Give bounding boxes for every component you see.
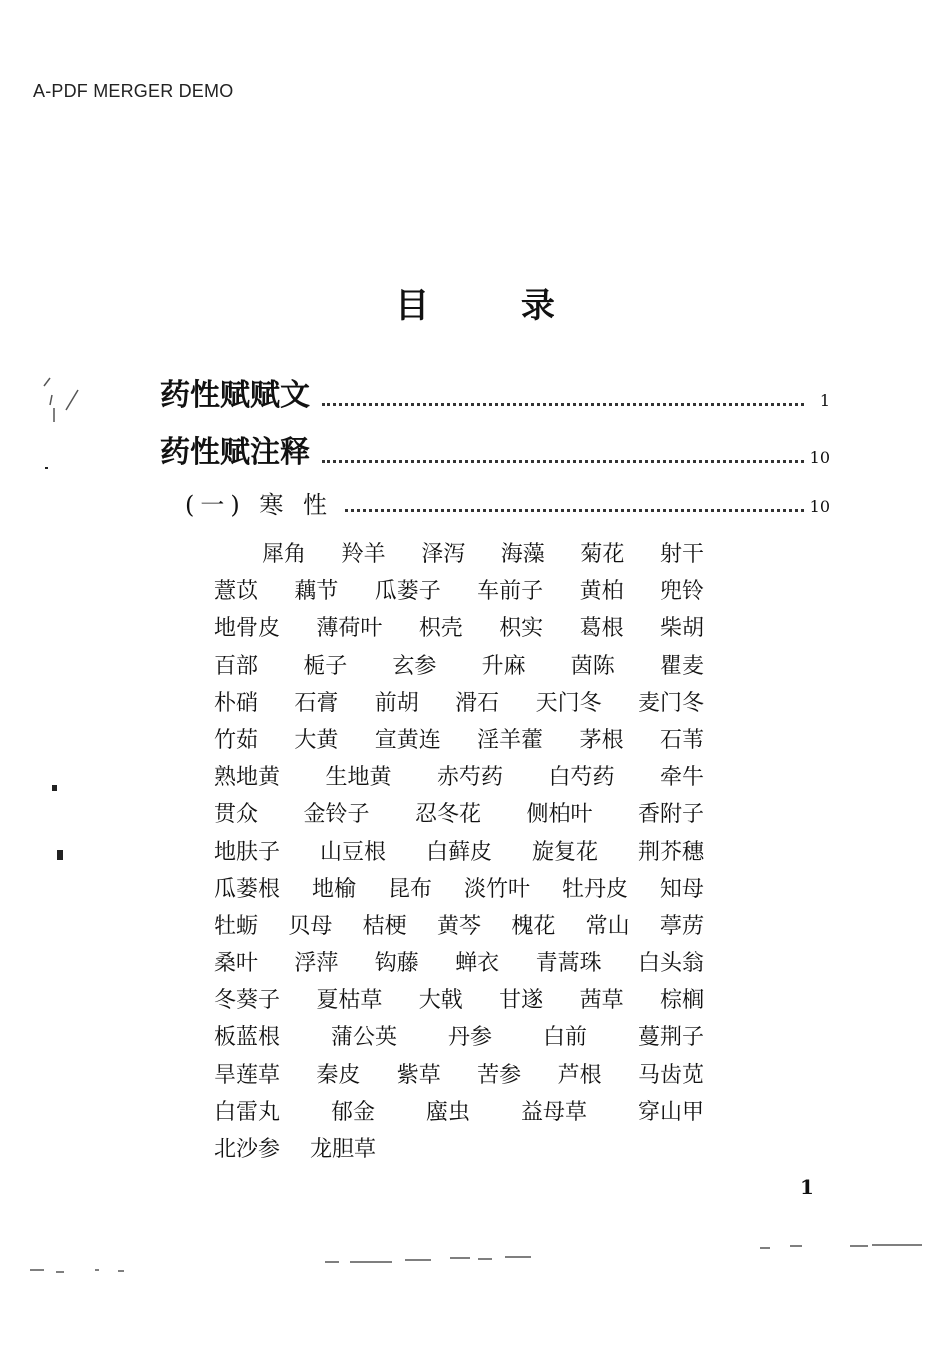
herb-name: 板蓝根 bbox=[214, 1025, 281, 1051]
herb-name: 牡丹皮 bbox=[561, 876, 628, 902]
herb-row bbox=[214, 1019, 704, 1056]
herb-name: 黄柏 bbox=[579, 579, 624, 605]
herb-name: 槐花 bbox=[511, 913, 556, 939]
herb-row bbox=[214, 1131, 704, 1168]
herb-name: 贯众 bbox=[214, 802, 259, 828]
herb-name: 旱莲草 bbox=[214, 1062, 281, 1088]
herb-row bbox=[214, 834, 704, 871]
herb-name: 䗪虫 bbox=[425, 1099, 470, 1125]
leader-dots bbox=[322, 458, 804, 463]
herb-name: 白头翁 bbox=[637, 951, 704, 977]
scan-speck bbox=[325, 1257, 531, 1262]
herb-name: 北沙参 bbox=[214, 1137, 281, 1162]
herb-row bbox=[214, 685, 704, 722]
herb-name: 宣黄连 bbox=[374, 727, 441, 753]
herb-name: 瞿麦 bbox=[659, 653, 704, 679]
herb-name: 地肤子 bbox=[214, 839, 281, 865]
toc-entry-page: 1 bbox=[819, 391, 830, 410]
herb-name: 兜铃 bbox=[659, 579, 704, 605]
scan-speck bbox=[30, 1270, 124, 1272]
herb-name: 大戟 bbox=[418, 988, 463, 1014]
toc-subsection-label: (一) 寒 性 bbox=[185, 491, 333, 519]
herb-name: 蒲公英 bbox=[330, 1025, 397, 1051]
herb-name: 钩藤 bbox=[374, 951, 419, 977]
herb-name: 郁金 bbox=[330, 1099, 375, 1125]
herb-name: 熟地黄 bbox=[214, 765, 281, 791]
herb-name: 丹参 bbox=[447, 1025, 492, 1051]
herb-name: 柴胡 bbox=[659, 616, 704, 642]
herb-name: 冬葵子 bbox=[214, 988, 281, 1014]
herb-name: 忍冬花 bbox=[414, 802, 481, 828]
herb-name: 夏枯草 bbox=[316, 988, 383, 1014]
herb-name: 百部 bbox=[214, 653, 259, 679]
herb-row bbox=[214, 1057, 704, 1094]
herb-name: 茅根 bbox=[579, 727, 624, 753]
herb-name: 海藻 bbox=[500, 542, 545, 567]
herb-name: 茵陈 bbox=[570, 653, 615, 679]
herb-row bbox=[214, 945, 704, 982]
herb-name: 苦参 bbox=[477, 1062, 522, 1088]
herb-name: 蔓荆子 bbox=[637, 1025, 704, 1051]
herb-row bbox=[214, 908, 704, 945]
herb-row bbox=[214, 759, 704, 796]
title-char-2: 录 bbox=[520, 286, 555, 326]
herb-row bbox=[214, 796, 704, 833]
scan-speck bbox=[57, 850, 63, 860]
herb-name: 山豆根 bbox=[319, 839, 386, 865]
herb-name: 射干 bbox=[659, 542, 704, 567]
herb-name: 枳实 bbox=[499, 616, 544, 642]
toc-subsection[interactable] bbox=[185, 485, 830, 520]
herb-name: 泽泻 bbox=[421, 542, 466, 567]
herb-name: 地榆 bbox=[311, 876, 356, 902]
herb-name: 车前子 bbox=[477, 579, 544, 605]
herb-name: 昆布 bbox=[387, 876, 432, 902]
herb-name: 前胡 bbox=[374, 690, 419, 716]
herb-name: 葶苈 bbox=[659, 913, 704, 939]
scan-speck bbox=[44, 378, 78, 422]
herb-name: 石苇 bbox=[659, 727, 704, 753]
title-char-1: 目 bbox=[395, 286, 430, 326]
toc-entry-page: 10 bbox=[809, 448, 830, 467]
herb-name: 薄荷叶 bbox=[316, 616, 383, 642]
herb-name: 常山 bbox=[585, 913, 630, 939]
herb-row bbox=[214, 722, 704, 759]
toc-entry-1[interactable] bbox=[160, 370, 830, 414]
herb-name: 棕榈 bbox=[659, 988, 704, 1014]
herb-row bbox=[214, 573, 704, 610]
herb-name: 麦门冬 bbox=[637, 690, 704, 716]
toc-entry-label: 药性赋注释 bbox=[160, 435, 310, 470]
herb-name: 赤芍药 bbox=[436, 765, 503, 791]
herb-name: 地骨皮 bbox=[214, 616, 281, 642]
herb-name: 羚羊 bbox=[341, 542, 386, 567]
herb-name: 蝉衣 bbox=[455, 951, 500, 977]
herb-name: 桑叶 bbox=[214, 951, 259, 977]
herb-name: 侧柏叶 bbox=[526, 802, 593, 828]
herb-name: 大黄 bbox=[294, 727, 339, 753]
herb-name: 白雷丸 bbox=[214, 1099, 281, 1125]
herb-row bbox=[214, 610, 704, 647]
herb-row bbox=[214, 871, 704, 908]
herb-name: 牡蛎 bbox=[214, 913, 259, 939]
herb-name: 瓜蒌根 bbox=[214, 876, 281, 902]
herb-row bbox=[214, 536, 704, 573]
herb-name: 浮萍 bbox=[294, 951, 339, 977]
herb-name: 龙胆草 bbox=[310, 1137, 377, 1162]
herb-name: 葛根 bbox=[579, 616, 624, 642]
herb-name: 朴硝 bbox=[214, 690, 259, 716]
herb-name: 青蒿珠 bbox=[535, 951, 602, 977]
herb-name: 天门冬 bbox=[535, 690, 602, 716]
herb-name: 甘遂 bbox=[499, 988, 544, 1014]
herb-name: 淫羊藿 bbox=[477, 727, 544, 753]
herb-row bbox=[214, 648, 704, 685]
herb-name: 滑石 bbox=[455, 690, 500, 716]
leader-dots bbox=[345, 507, 804, 512]
page-number: 1 bbox=[800, 1175, 814, 1199]
herb-name: 竹茹 bbox=[214, 727, 259, 753]
herb-name: 香附子 bbox=[637, 802, 704, 828]
herb-name: 升麻 bbox=[481, 653, 526, 679]
toc-entry-label: 药性赋赋文 bbox=[160, 378, 310, 413]
herb-name: 旋复花 bbox=[531, 839, 598, 865]
herb-name: 穿山甲 bbox=[637, 1099, 704, 1125]
herb-row bbox=[214, 982, 704, 1019]
herb-name: 芦根 bbox=[557, 1062, 602, 1088]
herb-name: 瓜蒌子 bbox=[374, 579, 441, 605]
herb-name: 栀子 bbox=[303, 653, 348, 679]
herb-name: 薏苡 bbox=[214, 579, 259, 605]
scan-speck bbox=[52, 785, 57, 791]
scan-speck bbox=[45, 467, 48, 469]
herb-name: 紫草 bbox=[396, 1062, 441, 1088]
herb-name: 白芍药 bbox=[548, 765, 615, 791]
herb-name: 荆芥穗 bbox=[637, 839, 704, 865]
herb-name: 玄参 bbox=[392, 653, 437, 679]
herb-name: 秦皮 bbox=[316, 1062, 361, 1088]
leader-dots bbox=[322, 401, 804, 406]
page-title bbox=[0, 278, 950, 327]
herb-name: 贝母 bbox=[288, 913, 333, 939]
herb-name: 石膏 bbox=[294, 690, 339, 716]
watermark-text: A-PDF MERGER DEMO bbox=[33, 81, 234, 101]
herb-name: 桔梗 bbox=[362, 913, 407, 939]
herb-name: 淡竹叶 bbox=[463, 876, 530, 902]
herb-list bbox=[214, 536, 704, 1168]
herb-name: 牵牛 bbox=[659, 765, 704, 791]
herb-name: 生地黄 bbox=[325, 765, 392, 791]
herb-row bbox=[214, 1094, 704, 1131]
herb-name: 茜草 bbox=[579, 988, 624, 1014]
herb-name: 黄芩 bbox=[436, 913, 481, 939]
toc-subsection-page: 10 bbox=[809, 497, 830, 516]
herb-name: 知母 bbox=[659, 876, 704, 902]
herb-name: 白前 bbox=[542, 1025, 587, 1051]
herb-name: 犀角 bbox=[262, 542, 307, 567]
herb-name: 益母草 bbox=[520, 1099, 587, 1125]
herb-name: 白藓皮 bbox=[425, 839, 492, 865]
herb-name: 藕节 bbox=[294, 579, 339, 605]
scan-speck bbox=[760, 1245, 922, 1248]
herb-name: 枳壳 bbox=[418, 616, 463, 642]
herb-name: 菊花 bbox=[580, 542, 625, 567]
herb-name: 马齿苋 bbox=[637, 1062, 704, 1088]
herb-name: 金铃子 bbox=[303, 802, 370, 828]
toc-entry-2[interactable] bbox=[160, 427, 830, 471]
